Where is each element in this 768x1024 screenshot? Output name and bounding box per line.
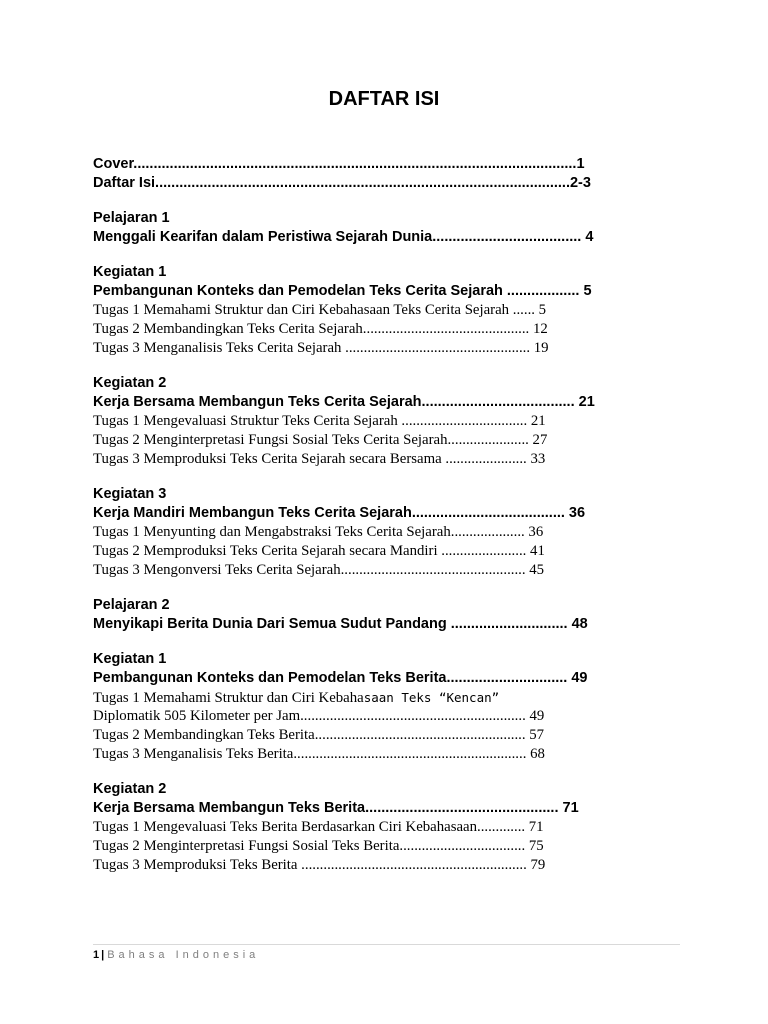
toc-task: Tugas 1 Memahami Struktur dan Ciri Kebahasaan Teks Cerita Sejarah ...... 5	[93, 302, 547, 318]
toc-activity-title: Pembangunan Konteks dan Pemodelan Teks Cerita Sejarah .................. 5	[93, 283, 592, 299]
toc-activity-heading: Kegiatan 2	[93, 781, 167, 797]
toc-activity-heading: Kegiatan 1	[93, 264, 167, 280]
toc-entry-daftar-isi: Daftar Isi.......................................................................................................2-3	[93, 175, 591, 191]
toc-task: Tugas 2 Menginterpretasi Fungsi Sosial Teks Cerita Sejarah...................... 27	[93, 432, 548, 448]
toc-activity-heading: Kegiatan 3	[93, 486, 167, 502]
toc-task: Tugas 3 Memproduksi Teks Berita ............................................................. 79	[93, 857, 546, 873]
toc-lesson-title: Menyikapi Berita Dunia Dari Semua Sudut Pandang ............................. 48	[93, 616, 588, 632]
toc-task: Tugas 3 Menganalisis Teks Berita............................................................... 68	[93, 746, 545, 762]
page-title: DAFTAR ISI	[328, 88, 440, 110]
toc-activity-heading: Kegiatan 2	[93, 375, 167, 391]
footer-separator: |	[101, 949, 105, 961]
toc-task: Tugas 2 Memproduksi Teks Cerita Sejarah secara Mandiri ....................... 41	[93, 543, 545, 559]
toc-task-continuation: Diplomatik 505 Kilometer per Jam............................................................. 49	[93, 708, 545, 724]
table-of-contents	[93, 155, 683, 875]
toc-task-text: saan Teks “Kencan”	[363, 690, 500, 705]
toc-activity-title: Kerja Mandiri Membangun Teks Cerita Sejarah...................................... 36	[93, 505, 586, 521]
toc-activity-title: Pembangunan Konteks dan Pemodelan Teks Berita.............................. 49	[93, 670, 588, 686]
toc-task: Tugas 3 Menganalisis Teks Cerita Sejarah .................................................. 19	[93, 340, 549, 356]
toc-entry-cover: Cover..............................................................................................................1	[93, 156, 585, 172]
footer-label: Bahasa Indonesia	[107, 949, 260, 961]
toc-task: Tugas 3 Mengonversi Teks Cerita Sejarah.................................................. 45	[93, 562, 545, 578]
toc-activity-heading: Kegiatan 1	[93, 651, 167, 667]
toc-task: Tugas 1 Mengevaluasi Struktur Teks Cerita Sejarah .................................. 21	[93, 413, 546, 429]
toc-lesson-heading: Pelajaran 1	[93, 210, 170, 226]
toc-lesson-title: Menggali Kearifan dalam Peristiwa Sejarah Dunia..................................... 4	[93, 229, 594, 245]
toc-lesson-heading: Pelajaran 2	[93, 597, 170, 613]
toc-task: Tugas 3 Memproduksi Teks Cerita Sejarah secara Bersama ...................... 33	[93, 451, 546, 467]
toc-task: Tugas 2 Menginterpretasi Fungsi Sosial Teks Berita.................................. 75	[93, 838, 544, 854]
toc-task: Tugas 1 Menyunting dan Mengabstraksi Teks Cerita Sejarah.................... 36	[93, 524, 544, 540]
toc-task	[93, 688, 683, 707]
toc-task: Tugas 2 Membandingkan Teks Berita......................................................... 57	[93, 727, 545, 743]
page-footer	[93, 944, 680, 961]
toc-activity-title: Kerja Bersama Membangun Teks Cerita Sejarah...................................... 21	[93, 394, 595, 410]
toc-task-text: Tugas 1 Memahami Struktur dan Ciri Kebaha	[93, 690, 364, 706]
page-number: 1	[93, 949, 100, 961]
toc-activity-title: Kerja Bersama Membangun Teks Berita................................................ 71	[93, 800, 579, 816]
toc-task: Tugas 1 Mengevaluasi Teks Berita Berdasarkan Ciri Kebahasaan............. 71	[93, 819, 544, 835]
toc-task: Tugas 2 Membandingkan Teks Cerita Sejarah............................................. 12	[93, 321, 548, 337]
